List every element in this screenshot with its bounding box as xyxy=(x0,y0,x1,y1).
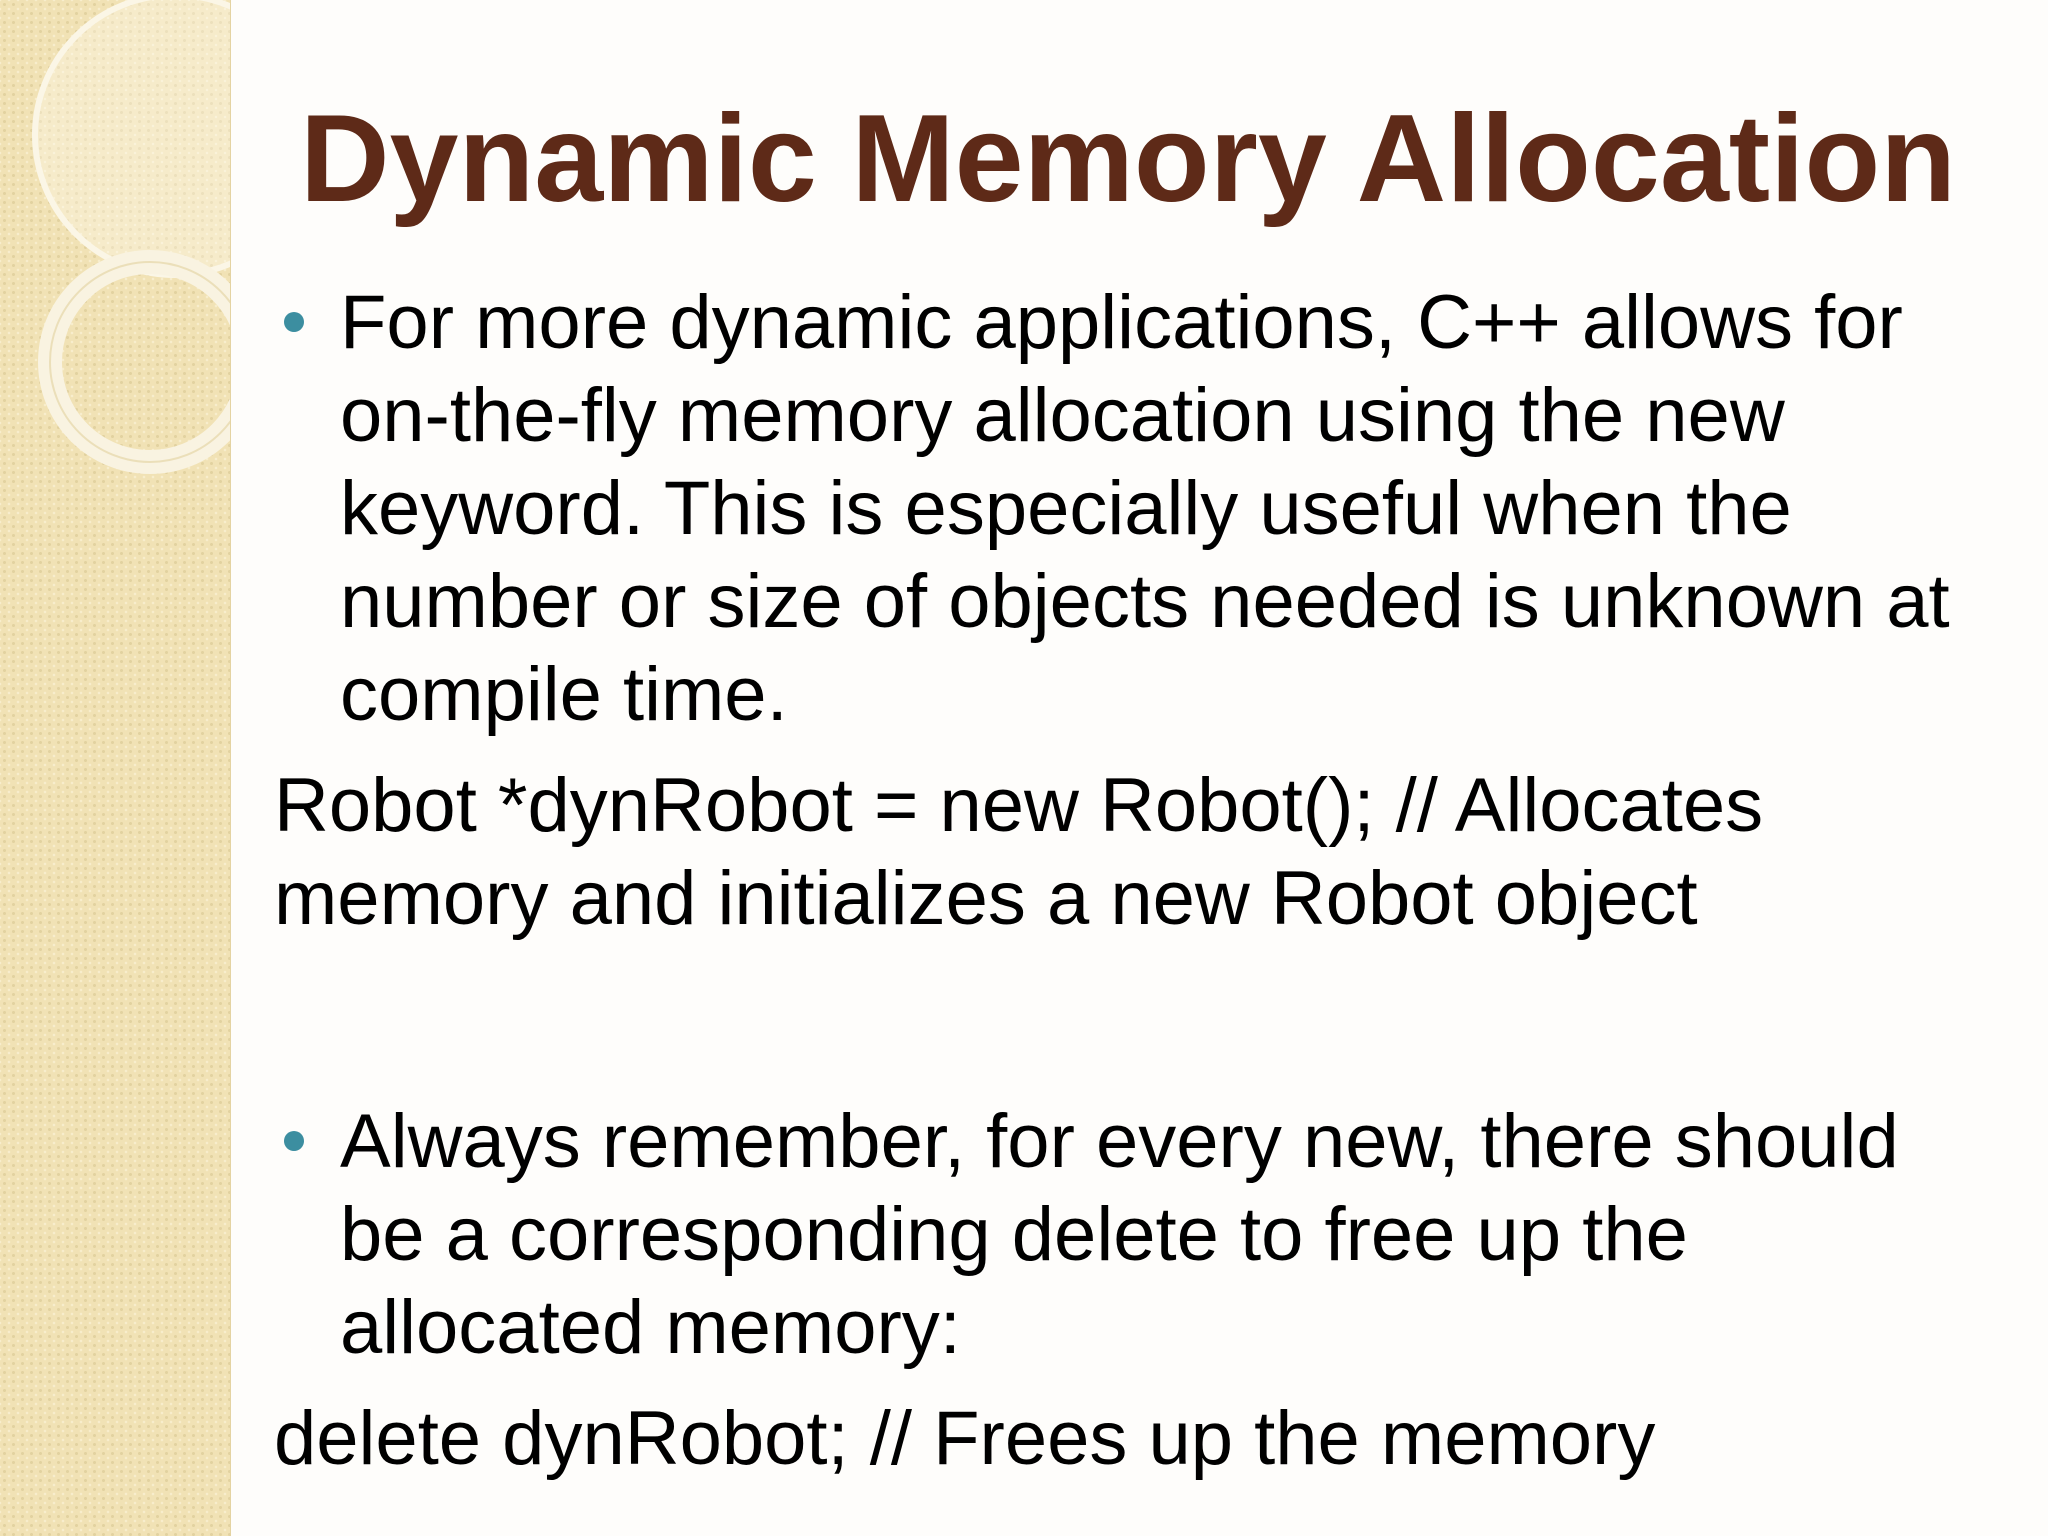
slide-title: Dynamic Memory Allocation xyxy=(300,90,1957,228)
bullet-text: For more dynamic applications, C++ allows for on-the-fly memory allocation using the new keyword. This is especially useful when the number or size of objects needed is unknown at compile time. xyxy=(340,280,1950,737)
bullet-item xyxy=(274,1095,2004,1374)
code-line: Robot *dynRobot = new Robot(); // Allocates memory and initializes a new Robot object xyxy=(274,763,1764,941)
decorative-rings-icon xyxy=(0,0,230,520)
decorative-side-panel xyxy=(0,0,231,1536)
bullet-item xyxy=(274,276,2004,741)
spacer xyxy=(274,945,2004,1095)
slide-body xyxy=(274,276,2004,1485)
bullet-text: Always remember, for every new, there should be a corresponding delete to free up the allocated memory: xyxy=(340,1099,1899,1370)
code-line: delete dynRobot; // Frees up the memory xyxy=(274,1396,1656,1481)
bullet-dot-icon xyxy=(284,1131,304,1151)
bullet-dot-icon xyxy=(284,312,304,332)
